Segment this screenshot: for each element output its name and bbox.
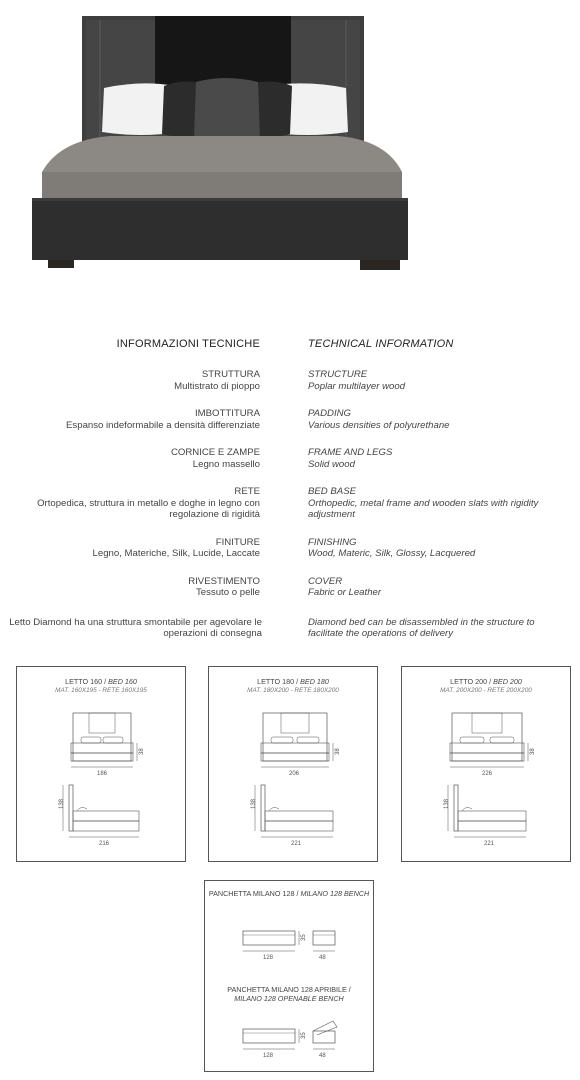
dim-height: 35 [301, 1032, 307, 1039]
bed-subtitle: MAT. 200X200 - RETE 200X200 [440, 687, 532, 694]
spec-title: FINITURE [215, 536, 260, 548]
note-it: Letto Diamond ha una struttura smontabile per agevolare le operazioni di consegna [9, 616, 262, 639]
bed-160-diagram [16, 666, 186, 862]
spec-row [0, 576, 580, 599]
spec-title: RIVESTIMENTO [188, 575, 260, 587]
spec-title: FRAME AND LEGS [308, 447, 393, 458]
bed-product-image [0, 0, 580, 290]
bed-200-diagram [401, 666, 571, 862]
spec-text: Espanso indeformabile a densità differenziate [66, 419, 260, 431]
spec-title: RETE [234, 486, 260, 497]
spec-row [0, 408, 580, 431]
spec-title: PADDING [308, 408, 351, 419]
spec-text: Wood, Materic, Silk, Glossy, Lacquered [308, 548, 476, 559]
technical-specifications [0, 334, 580, 640]
dim-length: 221 [291, 841, 302, 847]
spec-title: COVER [308, 575, 343, 587]
bench-diagram [204, 880, 374, 1072]
bed-subtitle: MAT. 180X200 - RETE 180X200 [247, 687, 339, 694]
dim-width: 206 [289, 771, 300, 777]
dim-length: 128 [263, 1053, 274, 1059]
header-en: TECHNICAL INFORMATION [308, 338, 454, 350]
spec-row [0, 447, 580, 470]
header-it: INFORMAZIONI TECNICHE [116, 338, 260, 350]
spec-text: Fabric or Leather [308, 587, 382, 598]
spec-text: Orthopedic, metal frame and wooden slats with rigidity adjustment [308, 497, 539, 520]
bed-title: LETTO 200 / BED 200 [450, 677, 522, 686]
bed-subtitle: MAT. 160X195 - RETE 160X195 [55, 687, 147, 694]
dim-length: 221 [484, 841, 495, 847]
bed-title: LETTO 180 / BED 180 [257, 677, 329, 686]
spec-text: Legno, Materiche, Silk, Lucide, Laccate [92, 548, 260, 559]
delivery-note [0, 617, 580, 640]
spec-text: Multistrato di pioppo [174, 380, 260, 392]
spec-row [0, 486, 580, 521]
dim-height: 38 [335, 748, 341, 755]
spec-text: Ortopedica, struttura in metallo e doghe in legno con regolazione di rigidità [37, 497, 260, 520]
dim-width: 226 [482, 771, 493, 777]
dim-headboard: 138 [251, 798, 257, 809]
dim-headboard: 138 [59, 798, 65, 809]
dim-depth: 48 [319, 955, 326, 961]
dim-height: 38 [139, 748, 145, 755]
dim-length: 216 [99, 841, 110, 847]
spec-title: FINISHING [308, 536, 357, 548]
note-en: Diamond bed can be disassembled in the structure to facilitate the operations of delivery [308, 616, 535, 639]
dim-height: 38 [530, 748, 536, 755]
dim-length: 128 [263, 955, 274, 961]
spec-title: CORNICE E ZAMPE [170, 447, 260, 458]
openable-bench-title: PANCHETTA MILANO 128 APRIBILE / MILANO 128 OPENABLE BENCH [227, 985, 351, 1003]
spec-row [0, 369, 580, 392]
spec-text: Solid wood [308, 458, 355, 470]
spec-row [0, 537, 580, 560]
spec-title: STRUTTURA [201, 369, 260, 380]
spec-title: STRUCTURE [308, 369, 368, 380]
bed-180-diagram [208, 666, 378, 862]
spec-text: Legno massello [192, 458, 260, 470]
spec-text: Various densities of polyurethane [308, 419, 450, 431]
dim-headboard: 138 [444, 798, 450, 809]
dim-depth: 48 [319, 1053, 326, 1059]
dim-width: 186 [97, 771, 108, 777]
spec-title: IMBOTTITURA [194, 408, 260, 419]
spec-text: Tessuto o pelle [196, 587, 260, 598]
spec-title: BED BASE [308, 486, 356, 497]
spec-text: Poplar multilayer wood [308, 380, 406, 392]
dim-height: 35 [301, 934, 307, 941]
bed-title: LETTO 160 / BED 160 [65, 677, 137, 686]
bench-title: PANCHETTA MILANO 128 / MILANO 128 BENCH [208, 889, 370, 898]
